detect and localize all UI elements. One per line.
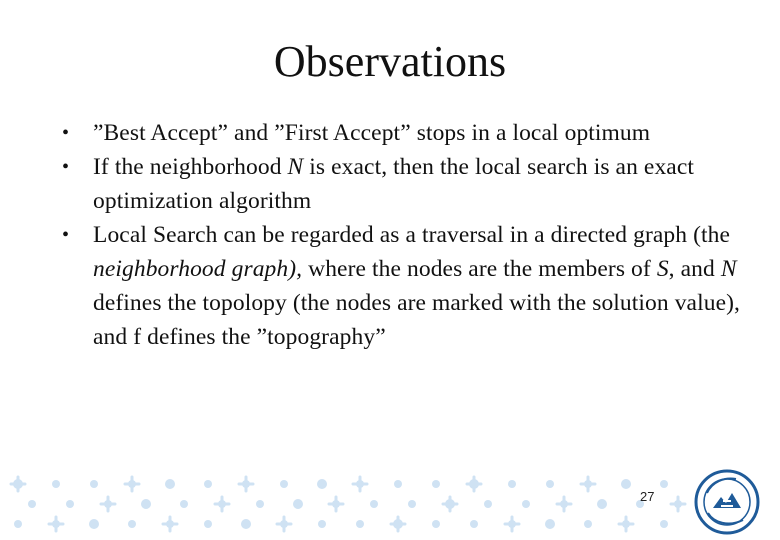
pattern-dot xyxy=(66,500,74,508)
pattern-dot xyxy=(484,500,492,508)
bullet-3-part-1: Local Search can be regarded as a traversal in a directed graph (the xyxy=(93,222,731,248)
bullet-2-italic-n: N xyxy=(287,154,304,180)
bullet-3-part-7: defines the topolopy (the nodes are marked with the solution value), and f defines the ”topography” xyxy=(93,290,741,350)
bullet-3-italic-s: S xyxy=(656,256,669,282)
bullet-3-part-3: where the nodes are the members of xyxy=(302,256,657,282)
pattern-dot xyxy=(356,520,364,528)
pattern-dot xyxy=(256,500,264,508)
slide-title: Observations xyxy=(273,37,507,86)
bullet-item xyxy=(62,218,742,354)
bullet-text-1 xyxy=(93,120,650,146)
bullet-2-part-1: If the neighborhood xyxy=(93,154,288,180)
pattern-cross xyxy=(101,497,115,511)
pattern-dot xyxy=(470,520,478,528)
pattern-dot xyxy=(597,499,607,509)
pattern-cross xyxy=(391,517,405,531)
pattern-dot xyxy=(180,500,188,508)
bullet-mark: • xyxy=(62,156,70,178)
pattern-cross xyxy=(163,517,177,531)
pattern-dot xyxy=(28,500,36,508)
pattern-dot xyxy=(318,520,326,528)
pattern-dot xyxy=(394,480,402,488)
pattern-dot xyxy=(128,520,136,528)
pattern-dot xyxy=(432,480,440,488)
pattern-dot xyxy=(522,500,530,508)
bullet-1-part-1: ”Best Accept” and ”First Accept” stops in a local optimum xyxy=(93,120,651,146)
pattern-dot xyxy=(293,499,303,509)
pattern-dot xyxy=(546,480,554,488)
pattern-dot xyxy=(90,480,98,488)
pattern-cross xyxy=(581,477,595,491)
pattern-dot xyxy=(14,520,22,528)
bullet-mark: • xyxy=(62,122,70,144)
pattern-dot xyxy=(317,479,327,489)
page-number: 27 xyxy=(640,489,655,504)
pattern-cross xyxy=(239,477,253,491)
bullet-text-3 xyxy=(93,222,740,350)
pattern-dot xyxy=(432,520,440,528)
pattern-dot xyxy=(241,519,251,529)
pattern-cross xyxy=(557,497,571,511)
pattern-dot xyxy=(584,520,592,528)
pattern-dot xyxy=(165,479,175,489)
footer-pattern-group xyxy=(11,477,685,531)
pattern-cross xyxy=(329,497,343,511)
pattern-cross xyxy=(671,497,685,511)
university-seal-icon xyxy=(694,469,760,535)
pattern-dot xyxy=(660,520,668,528)
bullet-mark: • xyxy=(62,224,70,246)
pattern-dot xyxy=(370,500,378,508)
pattern-dot xyxy=(204,520,212,528)
pattern-cross xyxy=(125,477,139,491)
bullet-item xyxy=(62,150,742,218)
pattern-cross xyxy=(443,497,457,511)
pattern-cross xyxy=(11,477,25,491)
pattern-dot xyxy=(621,479,631,489)
pattern-dot xyxy=(660,480,668,488)
pattern-cross xyxy=(277,517,291,531)
pattern-dot xyxy=(204,480,212,488)
pattern-dot xyxy=(508,480,516,488)
bullet-3-italic-graph: neighborhood graph), xyxy=(93,256,303,282)
pattern-dot xyxy=(408,500,416,508)
bullet-2-part-3: is exact, then the local search is an exact optimization algorithm xyxy=(93,154,694,214)
pattern-cross xyxy=(505,517,519,531)
bullet-3-part-5: , and xyxy=(668,256,721,282)
pattern-dot xyxy=(280,480,288,488)
pattern-cross xyxy=(353,477,367,491)
bullet-text-2 xyxy=(93,154,694,214)
pattern-dot xyxy=(545,519,555,529)
pattern-dot xyxy=(141,499,151,509)
pattern-cross xyxy=(619,517,633,531)
pattern-dot xyxy=(52,480,60,488)
footer-decoration xyxy=(0,470,700,540)
pattern-cross xyxy=(467,477,481,491)
bullet-item xyxy=(62,116,742,150)
pattern-dot xyxy=(89,519,99,529)
bullet-3-italic-n: N xyxy=(720,256,737,282)
pattern-cross xyxy=(49,517,63,531)
pattern-cross xyxy=(215,497,229,511)
bullet-list xyxy=(62,116,742,354)
